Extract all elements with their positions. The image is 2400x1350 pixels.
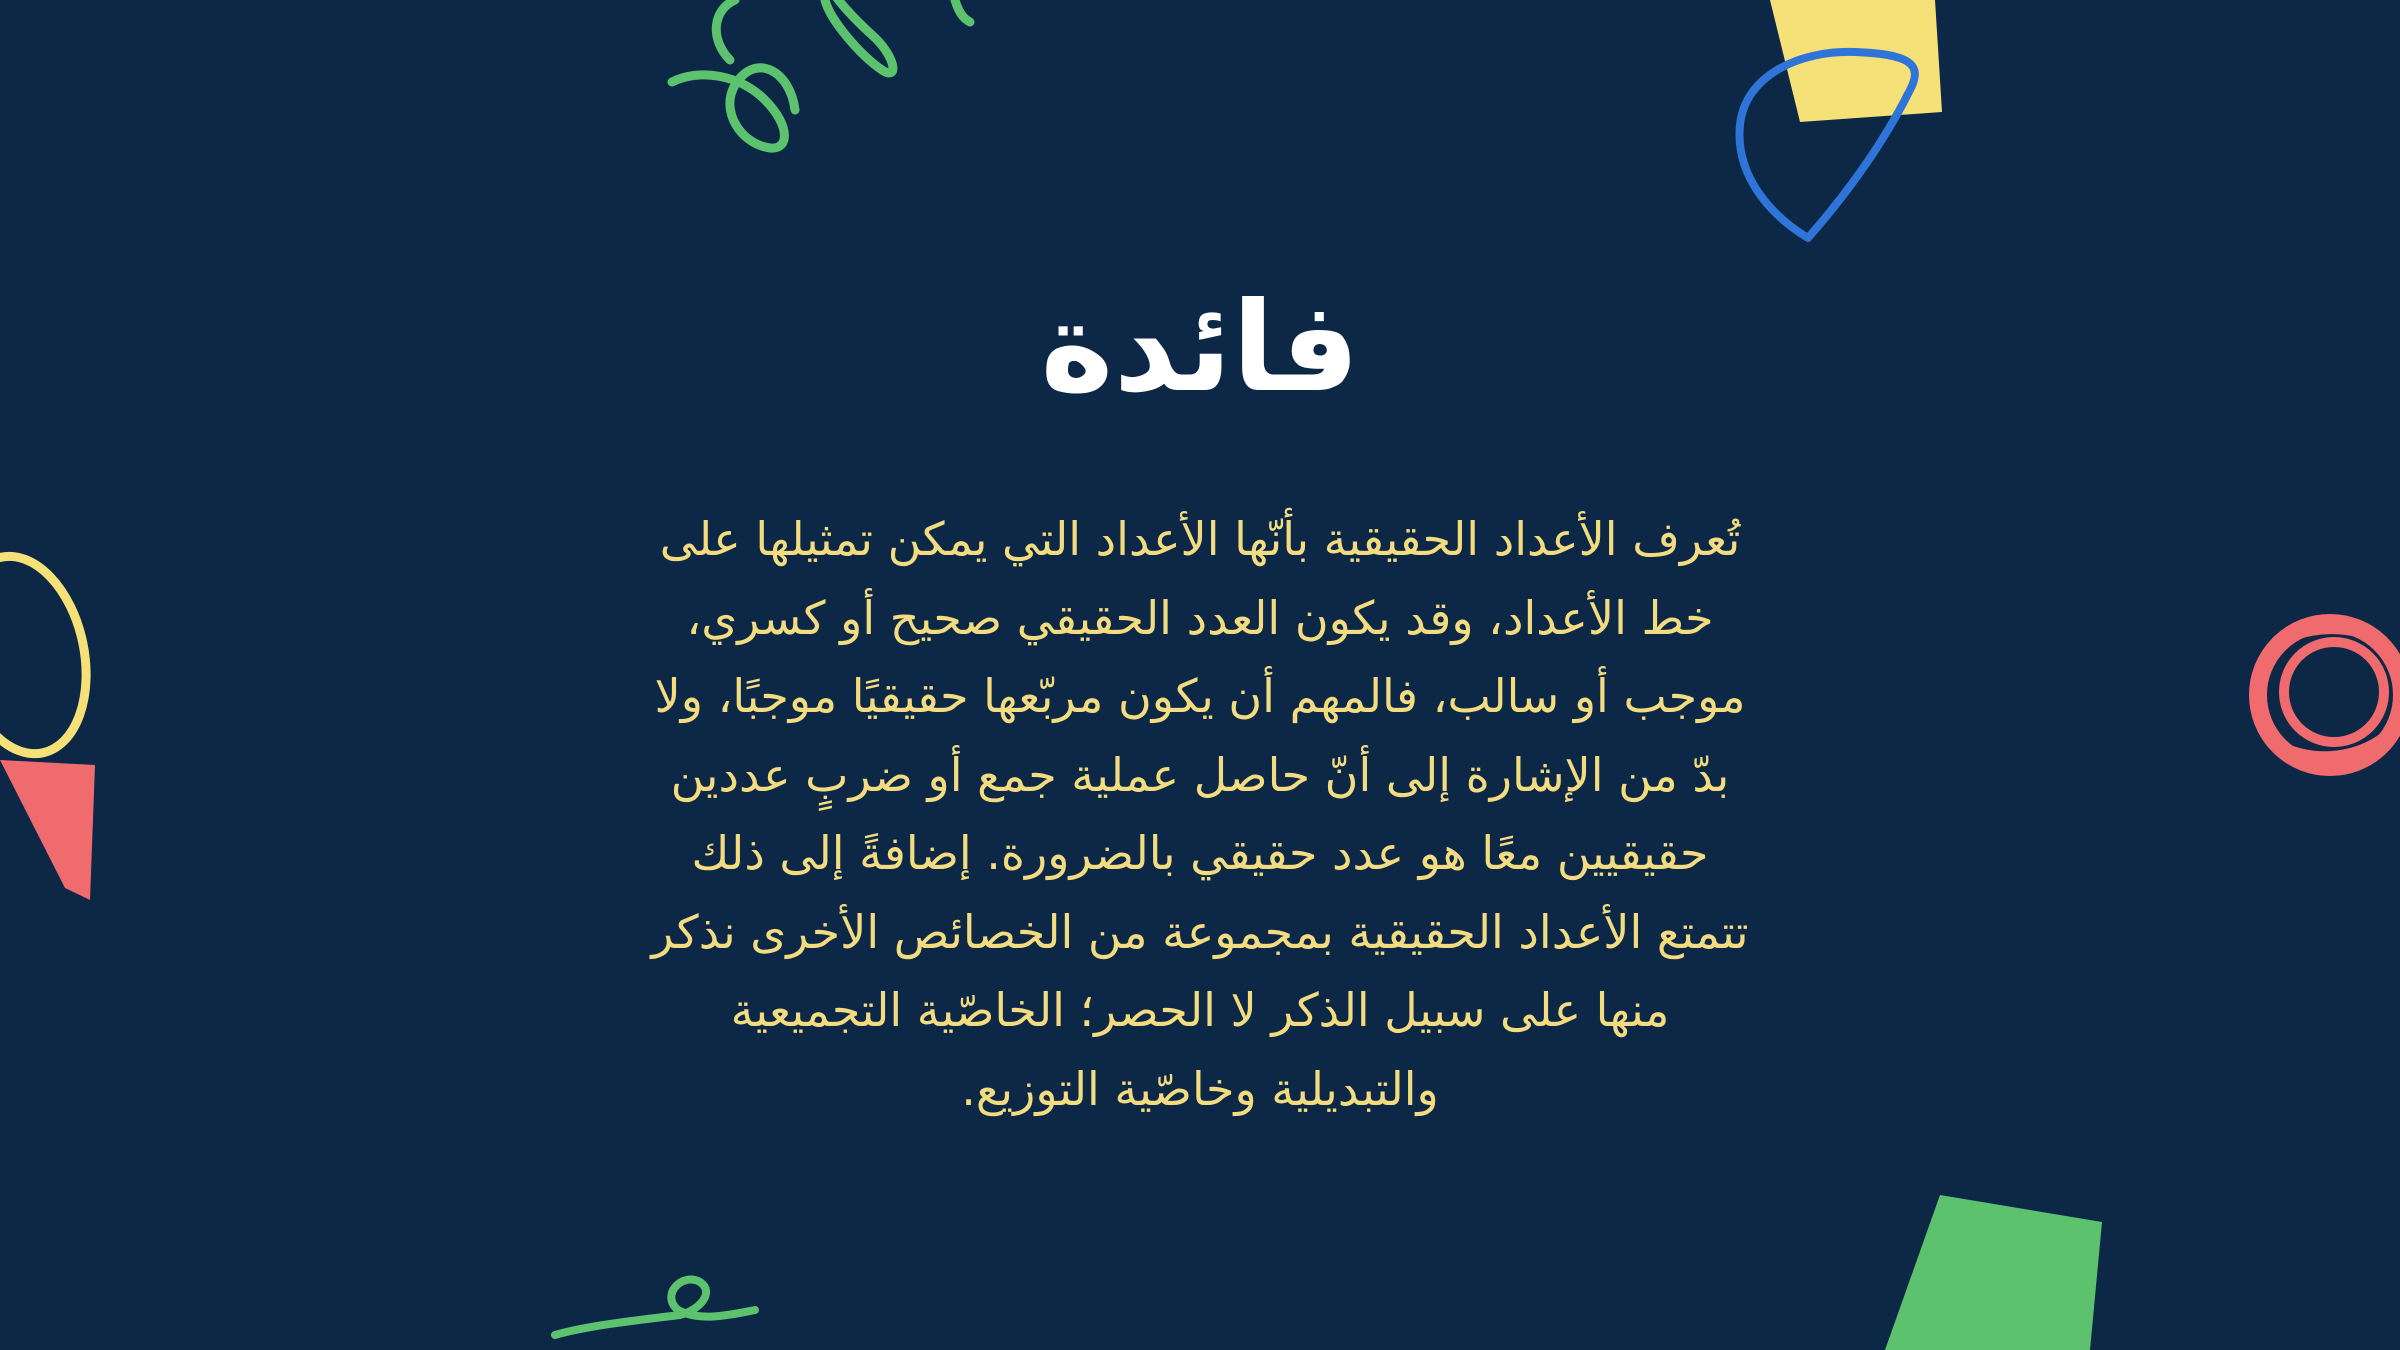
yellow-loop-red-triangle [0,544,103,900]
green-squiggle-bottom-left [555,1280,755,1335]
body-line: تتمتع الأعداد الحقيقية بمجموعة من الخصائص الأخرى نذكر [651,904,1749,959]
body-line: منها على سبيل الذكر لا الحصر؛ الخاصّية التجميعية [730,983,1670,1037]
yellow-square-blue-drop [1740,0,1942,238]
slide-title: فائدة [1040,276,1360,420]
body-line: موجب أو سالب، فالمهم أن يكون مربّعها حقيقيًا موجبًا، ولا [654,669,1746,723]
red-scribble-circle [2258,623,2400,767]
body-line: بدّ من الإشارة إلى أنّ حاصل عملية جمع أو ضربٍ عددين [670,747,1730,802]
green-squiggle-top-left [672,0,970,148]
green-square-bottom-right [1885,1195,2102,1350]
body-paragraph [540,500,1860,1128]
body-line: تُعرف الأعداد الحقيقية بأنّها الأعداد التي يمكن تمثيلها على [659,512,1741,566]
body-line: خط الأعداد، وقد يكون العدد الحقيقي صحيح أو كسري، [686,590,1714,645]
body-line: حقيقيين معًا هو عدد حقيقي بالضرورة. إضافةً إلى ذلك [691,826,1709,880]
body-line: والتبديلية وخاصّية التوزيع. [961,1061,1439,1116]
